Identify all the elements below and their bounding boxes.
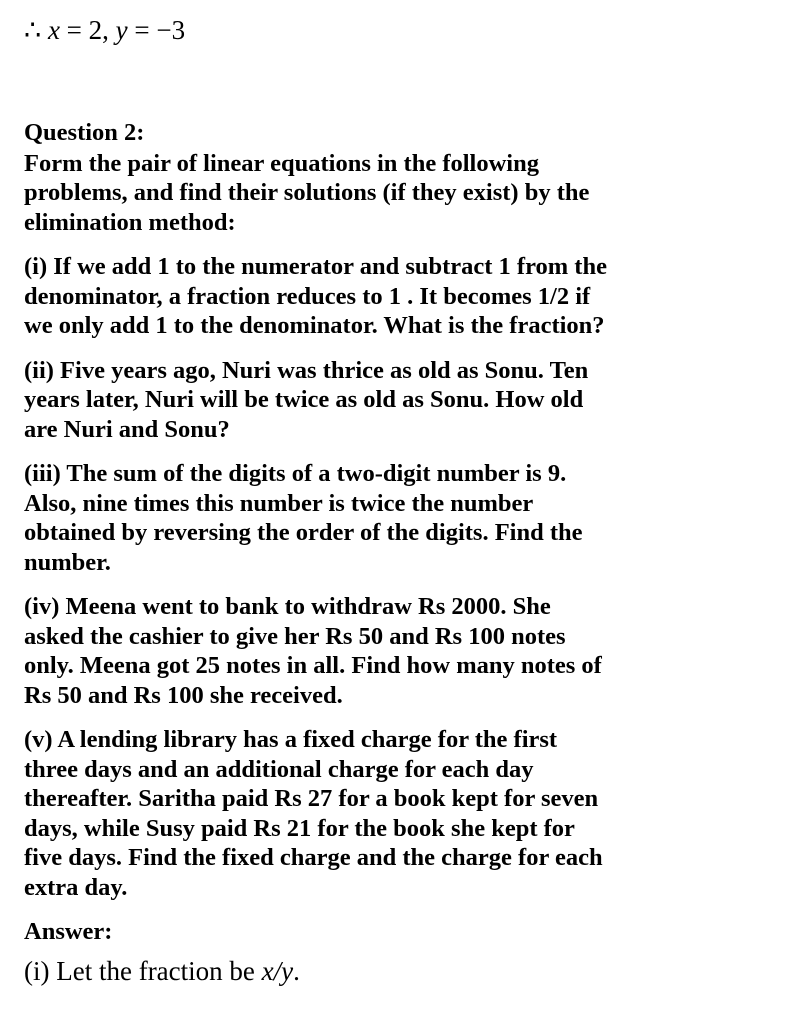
equals-two: = 2, — [59, 15, 116, 45]
part-line: asked the cashier to give her Rs 50 and Rs 100 notes — [24, 622, 566, 650]
part-line: three days and an additional charge for each day — [24, 755, 534, 783]
answer-first-line — [24, 953, 769, 989]
part-iv — [24, 592, 769, 710]
part-line: are Nuri and Sonu? — [24, 415, 230, 443]
variable-x: x — [47, 15, 60, 45]
part-line: (i) If we add 1 to the numerator and subtract 1 from the — [24, 253, 607, 280]
part-line: number. — [24, 548, 111, 576]
intro-line: problems, and find their solutions (if they exist) by the — [24, 179, 590, 206]
answer-period: . — [293, 955, 300, 986]
part-line: five days. Find the fixed charge and the charge for each — [24, 844, 603, 871]
part-line: Rs 50 and Rs 100 she received. — [24, 681, 343, 709]
intro-line: Form the pair of linear equations in the following — [24, 149, 539, 177]
answer-text: (i) Let the fraction be — [24, 955, 262, 986]
question-block — [24, 118, 769, 989]
part-line: (v) A lending library has a fixed charge for the first — [24, 726, 558, 753]
part-line: days, while Susy paid Rs 21 for the book she kept for — [24, 814, 575, 842]
part-line: (iii) The sum of the digits of a two-digit number is 9. — [24, 460, 567, 487]
part-line: extra day. — [24, 873, 128, 901]
part-i — [24, 252, 769, 341]
part-line: obtained by reversing the order of the digits. Find the — [24, 519, 583, 546]
variable-y: y — [115, 15, 128, 45]
part-line: we only add 1 to the denominator. What is the fraction? — [24, 312, 605, 339]
part-line: thereafter. Saritha paid Rs 27 for a book kept for seven — [24, 785, 599, 812]
therefore-symbol: ∴ — [24, 15, 42, 45]
part-line: years later, Nuri will be twice as old as Sonu. How old — [24, 386, 584, 413]
part-line: (iv) Meena went to bank to withdraw Rs 2000. She — [24, 593, 551, 620]
part-v — [24, 725, 769, 902]
previous-result-line — [24, 12, 185, 48]
part-line: Also, nine times this number is twice the number — [24, 489, 534, 517]
intro-line: elimination method: — [24, 208, 236, 236]
answer-title: Answer: — [24, 918, 113, 945]
question-title: Question 2: — [24, 119, 145, 146]
part-line: only. Meena got 25 notes in all. Find how many notes of — [24, 652, 602, 679]
part-iii — [24, 459, 769, 577]
part-line: denominator, a fraction reduces to 1 . It becomes 1/2 if — [24, 282, 591, 310]
fraction-math: x/y — [261, 955, 294, 986]
question-intro — [24, 149, 769, 238]
part-ii — [24, 356, 769, 445]
equals-minus-three: = −3 — [127, 15, 186, 45]
part-line: (ii) Five years ago, Nuri was thrice as old as Sonu. Ten — [24, 356, 589, 384]
